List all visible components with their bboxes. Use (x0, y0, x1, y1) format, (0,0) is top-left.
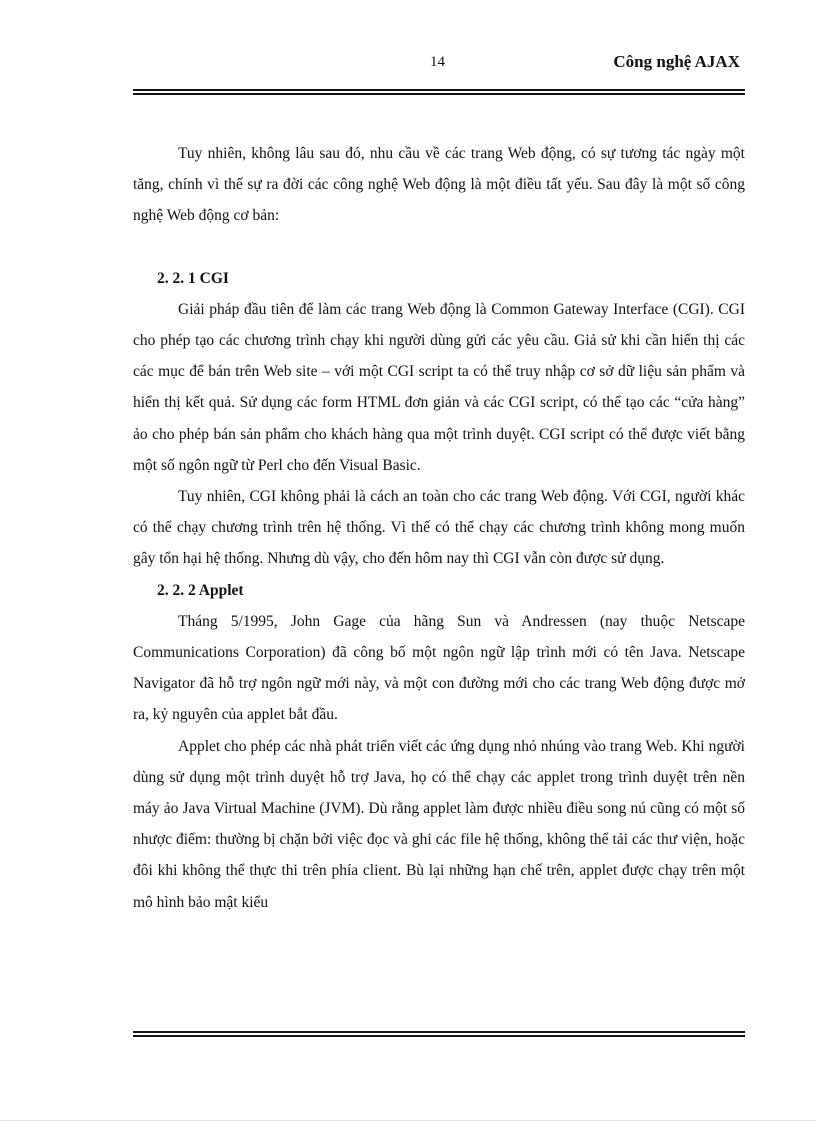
intro-paragraph: Tuy nhiên, không lâu sau đó, nhu cầu về các trang Web động, có sự tương tác ngày một tăng, chính vì thế sự ra đời các công nghệ Web động là một điều tất yếu. Sau đây là một số công nghệ Web động cơ bản: (133, 145, 745, 225)
page-number: 14 (430, 54, 445, 70)
header-title: Công nghệ AJAX (613, 52, 740, 71)
cgi-paragraph-2: Tuy nhiên, CGI không phải là cách an toàn cho các trang Web động. Với CGI, người khác có thể chạy chương trình trên hệ thống. Vì thế có thể chạy các chương trình không mong muốn gây tổn hại hệ thống. Nhưng dù vậy, cho đến hôm nay thì CGI vẫn còn được sử dụng. (133, 488, 745, 568)
applet-paragraph-1: Tháng 5/1995, John Gage của hãng Sun và Andressen (nay thuộc Netscape Communications Corporation) đã công bố một ngôn ngữ lập trình mới có tên Java. Netscape Navigator đã hỗ trợ ngôn ngữ mới này, và một con đường mới cho các trang Web động được mở ra, kỷ nguyên của applet bắt đầu. (133, 612, 745, 724)
footer-rule (133, 1031, 745, 1037)
header-rule (133, 89, 745, 95)
body-text (133, 138, 745, 918)
applet-paragraph-2: Applet cho phép các nhà phát triển viết các ứng dụng nhỏ nhúng vào trang Web. Khi người dùng sử dụng một trình duyệt hỗ trợ Java, họ có thể chạy các applet trong trình duyệt trên nền máy ảo Java Virtual Machine (JVM). Dù rằng applet làm được nhiều điều song nú cũng có một số nhược điểm: thường bị chặn bởi việc đọc và ghi các file hệ thống, không thể tải các thư viện, hoặc đôi khi không thể thực thi trên phía client. Bù lại những hạn chế trên, applet được chạy trên một mô hình bảo mật kiểu (133, 737, 745, 911)
page-edge-line (0, 1120, 816, 1121)
spacer (133, 232, 745, 263)
cgi-paragraph-1: Giải pháp đầu tiên để làm các trang Web động là Common Gateway Interface (CGI). CGI cho phép tạo các chương trình chạy khi người dùng gửi các yêu cầu. Giả sử khi cần hiển thị các các mục để bán trên Web site – với một CGI script ta có thể truy nhập cơ sở dữ liệu sản phẩm và hiển thị kết quả. Sử dụng các form HTML đơn giản và các CGI script, có thể tạo các “cửa hàng” ảo cho phép bán sản phẩm cho khách hàng qua một trình duyệt. CGI script có thể được viết bằng một số ngôn ngữ từ Perl cho đến Visual Basic. (133, 300, 745, 474)
section-heading-applet: 2. 2. 2 Applet (157, 581, 244, 599)
section-heading-cgi: 2. 2. 1 CGI (157, 269, 229, 287)
